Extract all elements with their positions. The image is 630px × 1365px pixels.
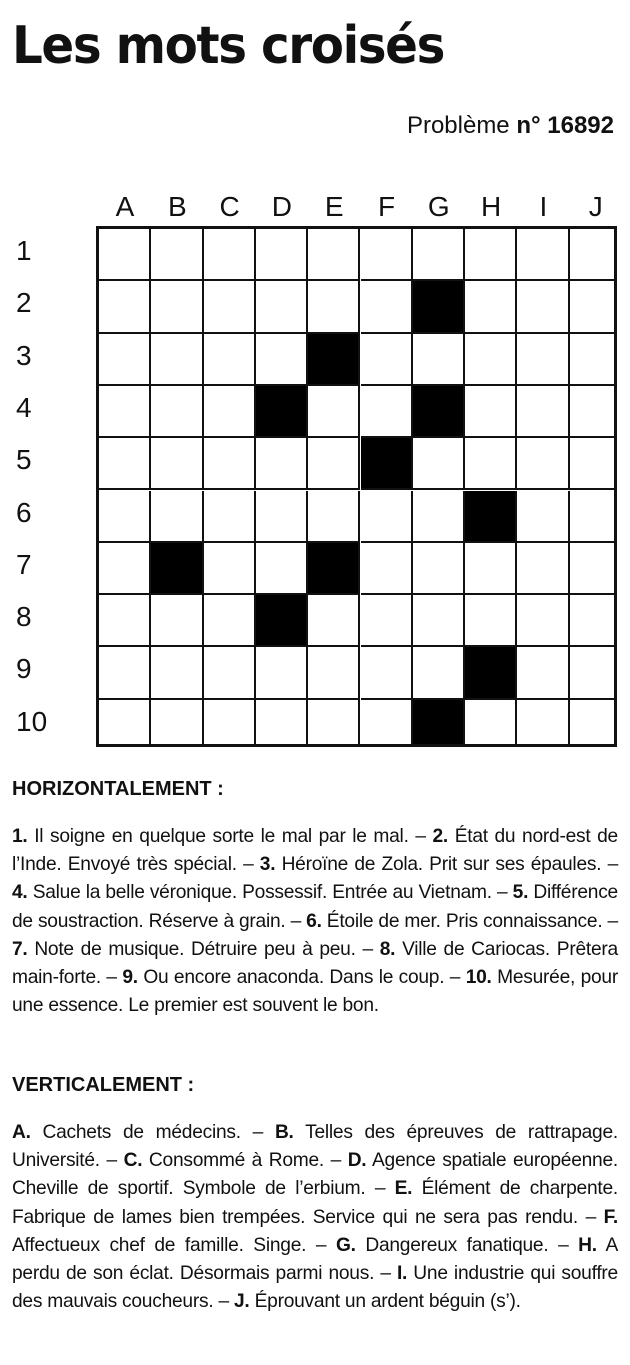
grid-cell-a5[interactable] xyxy=(99,438,151,490)
grid-cell-c6[interactable] xyxy=(204,491,256,543)
column-label-b: B xyxy=(167,191,187,222)
row-label-1: 1 xyxy=(16,235,32,266)
grid-cell-e10[interactable] xyxy=(308,700,360,744)
clue-text: Éprouvant un ardent béguin (s’). xyxy=(254,1291,521,1313)
black-cell-g4 xyxy=(413,386,465,438)
grid-cell-b2[interactable] xyxy=(151,281,203,333)
clue-text: Élément de charpente. Fabrique de lames bien trempées. Service qui ne sera pas rendu. xyxy=(12,1178,618,1228)
grid-cell-g8[interactable] xyxy=(413,595,465,647)
column-label-a: A xyxy=(115,191,135,222)
grid-cell-i3[interactable] xyxy=(517,334,569,386)
grid-cell-e1[interactable] xyxy=(308,229,360,281)
horizontal-clues: 1. Il soigne en quelque sorte le mal par le mal. – 2. État du nord-est de l’Inde. Envoyé très spécial. – 3. Héroïne de Zola. Prit sur ses épaules. – 4. Salue la belle véronique. Possessif. Entrée au Vietnam. – 5. Différence de soustraction. Réserve à grain. – 6. Étoile de mer. Pris connaissance. – 7. Note de musique. Détruire peu à peu. – 8. Ville de Cariocas. Prêtera main-forte. – 9. Ou encore anaconda. Dans le coup. – 10. Mesurée, pour une essence. Le premier est souvent le bon. xyxy=(12,826,618,1017)
grid-cell-f7[interactable] xyxy=(361,543,413,595)
clue-number: 5. xyxy=(512,882,529,904)
clue-number: F. xyxy=(603,1206,618,1228)
grid-cell-h3[interactable] xyxy=(465,334,517,386)
grid-cell-g7[interactable] xyxy=(413,543,465,595)
grid-cell-f9[interactable] xyxy=(361,647,413,699)
clue-text: Consommé à Rome. xyxy=(148,1150,324,1172)
page-title: Les mots croisés xyxy=(12,16,444,76)
clue-number: B. xyxy=(274,1122,294,1143)
row-label-9: 9 xyxy=(16,653,32,685)
grid-cell-j1[interactable] xyxy=(570,229,614,281)
grid-cell-c7[interactable] xyxy=(204,543,256,595)
row-label-6: 6 xyxy=(16,496,32,528)
column-label-i: I xyxy=(539,191,548,222)
grid-cell-f4[interactable] xyxy=(361,386,413,438)
clue-number: D. xyxy=(347,1150,367,1172)
grid-cell-b3[interactable] xyxy=(151,334,203,386)
clue-text: Une industrie qui souffre des mauvais coucheurs. xyxy=(12,1263,618,1313)
grid-cell-i4[interactable] xyxy=(517,386,569,438)
grid-cell-i7[interactable] xyxy=(517,543,569,595)
grid-cell-h2[interactable] xyxy=(465,281,517,333)
grid-cell-i2[interactable] xyxy=(517,281,569,333)
grid-cell-a6[interactable] xyxy=(99,491,151,543)
grid-cell-j7[interactable] xyxy=(570,543,614,595)
grid-cell-i9[interactable] xyxy=(517,647,569,699)
clue-text: Ou encore anaconda. Dans le coup. xyxy=(143,967,445,989)
grid-cell-c10[interactable] xyxy=(204,700,256,744)
grid-cell-i8[interactable] xyxy=(517,595,569,647)
problem-number-value: n° 16892 xyxy=(516,112,614,139)
clue-number: A. xyxy=(12,1122,31,1143)
grid-cell-c9[interactable] xyxy=(204,647,256,699)
grid-cell-e8[interactable] xyxy=(308,595,360,647)
column-label-d: D xyxy=(271,191,292,222)
grid-cell-a8[interactable] xyxy=(99,595,151,647)
row-label-2: 2 xyxy=(16,287,32,319)
clue-text: Note de musique. Détruire peu à peu. xyxy=(34,938,356,960)
black-cell-e7 xyxy=(308,543,360,595)
column-label-g: G xyxy=(427,191,450,222)
clue-text: A perdu de son éclat. Désormais parmi nous. xyxy=(12,1234,618,1285)
row-label-7: 7 xyxy=(16,548,32,580)
grid-cell-b8[interactable] xyxy=(151,595,203,647)
grid-cell-g5[interactable] xyxy=(413,438,465,490)
grid-cell-c3[interactable] xyxy=(204,334,256,386)
grid-cell-e5[interactable] xyxy=(308,438,360,490)
clue-text: Telles des épreuves de rattrapage. Université. xyxy=(12,1122,618,1172)
grid-cell-a10[interactable] xyxy=(99,700,151,744)
grid-cell-d1[interactable] xyxy=(256,229,308,281)
grid-cell-d5[interactable] xyxy=(256,438,308,490)
clue-number: J. xyxy=(234,1291,250,1313)
grid-cell-e2[interactable] xyxy=(308,281,360,333)
grid-cell-c1[interactable] xyxy=(204,229,256,281)
grid-cell-e9[interactable] xyxy=(308,647,360,699)
grid-cell-d9[interactable] xyxy=(256,647,308,699)
problem-number xyxy=(407,112,614,140)
clue-number: G. xyxy=(335,1234,356,1256)
grid-cell-a7[interactable] xyxy=(99,543,151,595)
black-cell-f5 xyxy=(361,438,413,490)
grid-cell-h5[interactable] xyxy=(465,438,517,490)
grid-cell-f2[interactable] xyxy=(361,281,413,333)
horizontal-heading: HORIZONTALEMENT : xyxy=(12,778,224,800)
row-label-8: 8 xyxy=(16,601,32,633)
grid-cell-c5[interactable] xyxy=(204,438,256,490)
black-cell-h9 xyxy=(465,647,517,699)
grid-cell-d6[interactable] xyxy=(256,491,308,543)
clue-number: 10. xyxy=(465,967,492,989)
grid-cell-d10[interactable] xyxy=(256,700,308,744)
grid-cell-j9[interactable] xyxy=(570,647,614,699)
column-label-j: J xyxy=(588,191,603,222)
grid-cell-a2[interactable] xyxy=(99,281,151,333)
clue-number: 4. xyxy=(12,882,28,904)
clue-number: E. xyxy=(394,1178,413,1200)
problem-label: Problème xyxy=(406,112,510,139)
clue-text: Étoile de mer. Pris connaissance. xyxy=(326,910,603,932)
crossword-grid xyxy=(96,226,617,747)
grid-cell-a9[interactable] xyxy=(99,647,151,699)
clue-number: 6. xyxy=(306,910,322,932)
clue-number: 7. xyxy=(12,938,28,960)
column-label-e: E xyxy=(324,191,344,222)
grid-cell-i6[interactable] xyxy=(517,491,569,543)
grid-cell-b10[interactable] xyxy=(151,700,203,744)
grid-cell-a4[interactable] xyxy=(99,386,151,438)
grid-cell-e6[interactable] xyxy=(308,491,360,543)
black-cell-e3 xyxy=(308,334,360,386)
grid-cell-h10[interactable] xyxy=(465,700,517,744)
grid-cell-e4[interactable] xyxy=(308,386,360,438)
row-label-10: 10 xyxy=(16,705,48,737)
clue-text: Héroïne de Zola. Prit sur ses épaules. xyxy=(281,854,602,876)
grid-cell-b9[interactable] xyxy=(151,647,203,699)
clue-text: Il soigne en quelque sorte le mal par le mal. xyxy=(34,826,409,847)
grid-cell-f10[interactable] xyxy=(361,700,413,744)
grid-cell-f8[interactable] xyxy=(361,595,413,647)
black-cell-h6 xyxy=(465,491,517,543)
row-label-5: 5 xyxy=(16,444,32,476)
clue-text: État du nord-est de l’Inde. Envoyé très spécial. xyxy=(12,826,618,876)
grid-cell-c8[interactable] xyxy=(204,595,256,647)
column-label-c: C xyxy=(219,191,240,222)
clue-number: 2. xyxy=(432,826,448,847)
grid-cell-h7[interactable] xyxy=(465,543,517,595)
black-cell-g10 xyxy=(413,700,465,744)
clue-text: Différence de soustraction. Réserve à grain. xyxy=(12,882,618,932)
clue-number: 3. xyxy=(259,854,276,876)
black-cell-g2 xyxy=(413,281,465,333)
grid-cell-j10[interactable] xyxy=(570,700,614,744)
grid-cell-g6[interactable] xyxy=(413,491,465,543)
row-label-4: 4 xyxy=(16,391,32,423)
grid-cell-h4[interactable] xyxy=(465,386,517,438)
grid-cell-d2[interactable] xyxy=(256,281,308,333)
clue-text: Agence spatiale européenne. Cheville de sportif. Symbole de l’erbium. xyxy=(12,1150,618,1200)
grid-cell-d7[interactable] xyxy=(256,543,308,595)
grid-cell-f1[interactable] xyxy=(361,229,413,281)
grid-cell-i10[interactable] xyxy=(517,700,569,744)
grid-cell-d3[interactable] xyxy=(256,334,308,386)
grid-cell-j8[interactable] xyxy=(570,595,614,647)
clue-text: Cachets de médecins. xyxy=(42,1122,241,1143)
row-label-3: 3 xyxy=(16,339,32,371)
grid-cell-j3[interactable] xyxy=(570,334,614,386)
grid-cell-b1[interactable] xyxy=(151,229,203,281)
grid-cell-h1[interactable] xyxy=(465,229,517,281)
clue-number: 1. xyxy=(12,826,28,847)
column-label-f: F xyxy=(377,191,396,222)
grid-cell-i1[interactable] xyxy=(517,229,569,281)
vertical-heading: VERTICALEMENT : xyxy=(12,1074,195,1096)
grid-cell-c4[interactable] xyxy=(204,386,256,438)
clue-number: 9. xyxy=(122,967,138,989)
clue-number: I. xyxy=(396,1263,408,1285)
grid-cell-j4[interactable] xyxy=(570,386,614,438)
vertical-clues: A. Cachets de médecins. – B. Telles des épreuves de rattrapage. Université. – C. Consommé à Rome. – D. Agence spatiale européenne. Cheville de sportif. Symbole de l’erbium. – E. Élément de charpente. Fabrique de lames bien trempées. Service qui ne sera pas rendu. – F. Affectueux chef de famille. Singe. – G. Dangereux fanatique. – H. A perdu de son éclat. Désormais parmi nous. – I. Une industrie qui souffre des mauvais coucheurs. – J. Éprouvant un ardent béguin (s’). xyxy=(12,1122,618,1313)
grid-cell-g1[interactable] xyxy=(413,229,465,281)
grid-cell-f3[interactable] xyxy=(361,334,413,386)
grid-cell-j6[interactable] xyxy=(570,491,614,543)
clue-number: H. xyxy=(578,1234,597,1256)
grid-cell-j5[interactable] xyxy=(570,438,614,490)
grid-cell-a1[interactable] xyxy=(99,229,151,281)
grid-cell-a3[interactable] xyxy=(99,334,151,386)
column-label-h: H xyxy=(480,191,502,222)
grid-cell-i5[interactable] xyxy=(517,438,569,490)
black-cell-b7 xyxy=(151,543,203,595)
clue-text: Salue la belle véronique. Possessif. Entrée au Vietnam. xyxy=(32,882,492,904)
grid-cell-b5[interactable] xyxy=(151,438,203,490)
grid-cell-b4[interactable] xyxy=(151,386,203,438)
grid-cell-h8[interactable] xyxy=(465,595,517,647)
clue-text: Affectueux chef de famille. Singe. xyxy=(12,1234,307,1256)
grid-cell-j2[interactable] xyxy=(570,281,614,333)
clue-text: Ville de Cariocas. Prêtera main-forte. xyxy=(12,938,618,989)
clue-text: Mesurée, pour une essence. Le premier est souvent le bon. xyxy=(12,967,618,1017)
clue-number: 8. xyxy=(379,938,396,960)
grid-cell-g3[interactable] xyxy=(413,334,465,386)
grid-cell-f6[interactable] xyxy=(361,491,413,543)
black-cell-d4 xyxy=(256,386,308,438)
clue-text: Dangereux fanatique. xyxy=(365,1234,549,1256)
grid-cell-c2[interactable] xyxy=(204,281,256,333)
grid-cell-b6[interactable] xyxy=(151,491,203,543)
clue-number: C. xyxy=(123,1150,143,1172)
grid-cell-g9[interactable] xyxy=(413,647,465,699)
black-cell-d8 xyxy=(256,595,308,647)
